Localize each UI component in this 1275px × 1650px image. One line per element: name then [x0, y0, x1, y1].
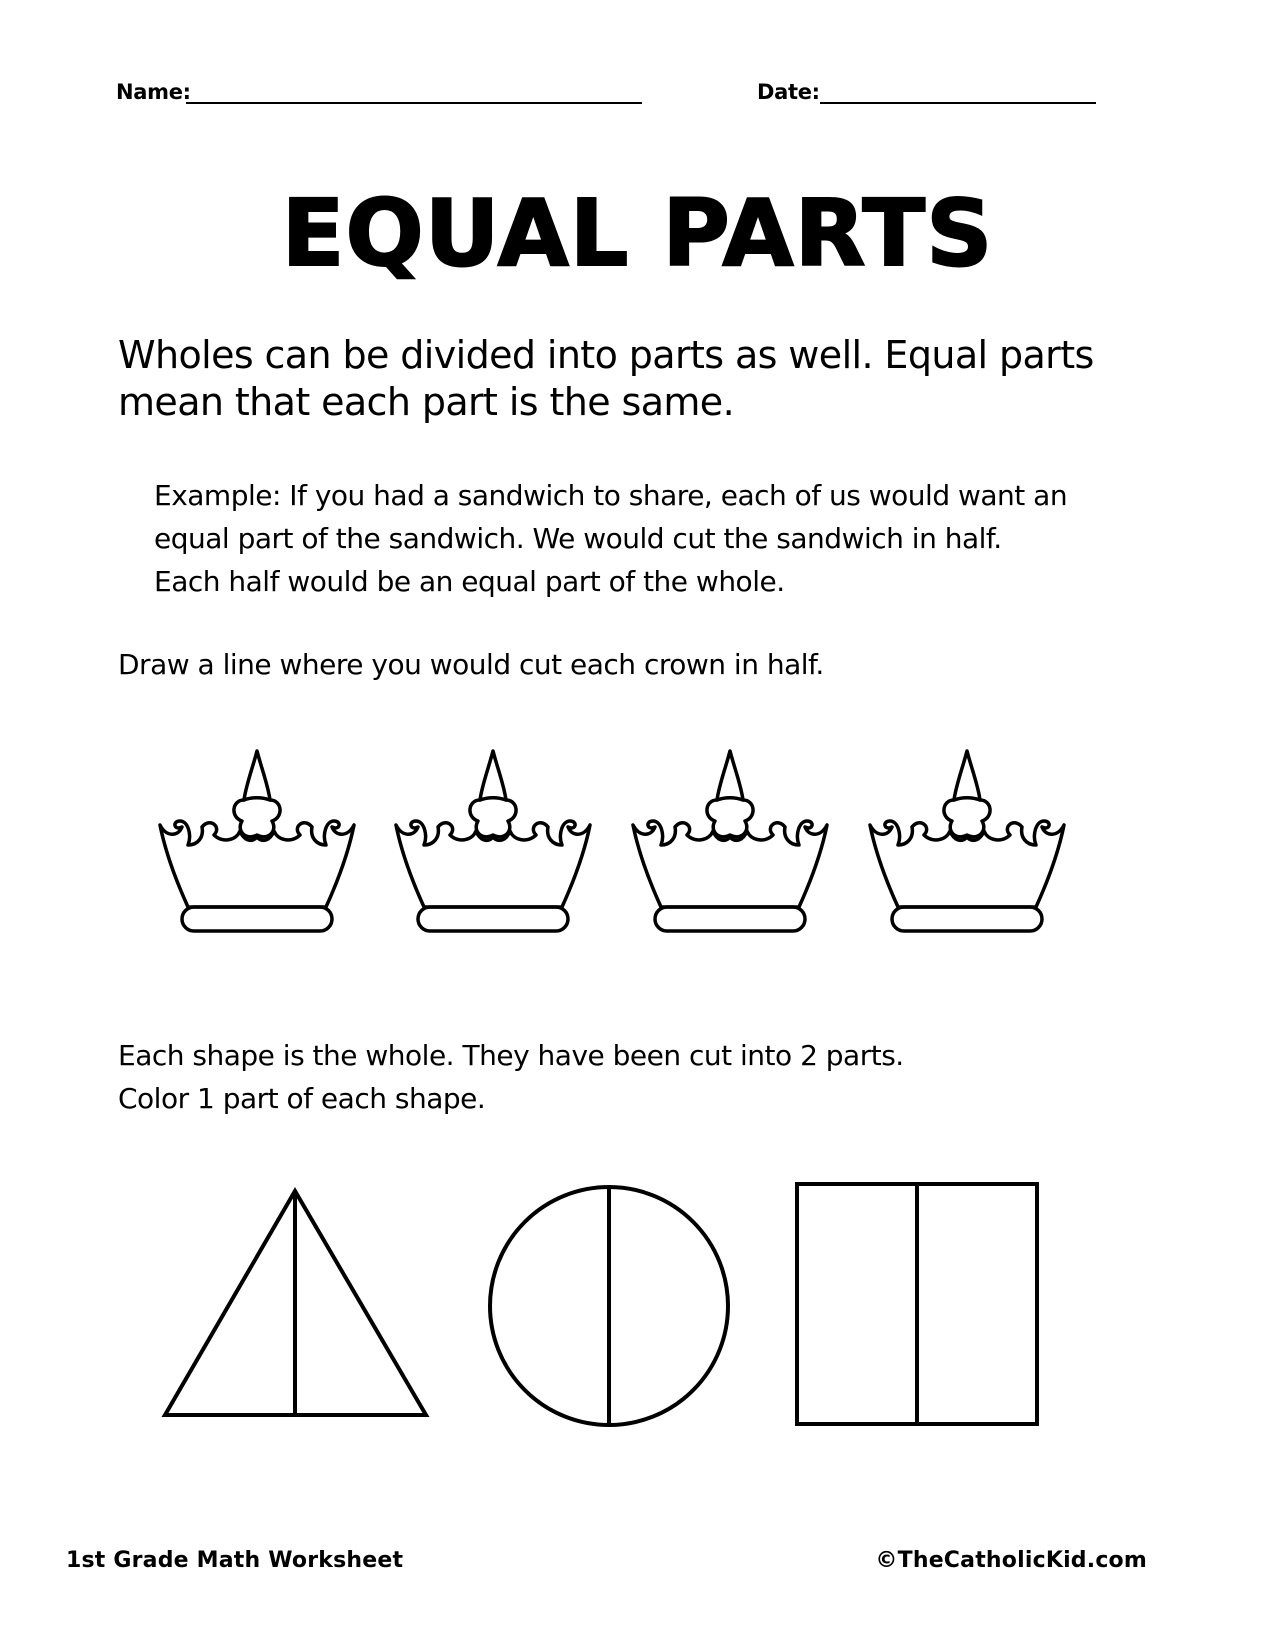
shape-instruction-line: Each shape is the whole. They have been cut into 2 parts.: [118, 1039, 904, 1072]
name-field[interactable]: [186, 102, 642, 104]
example-line: Example: If you had a sandwich to share, each of us would want an: [154, 479, 1068, 512]
example-line: Each half would be an equal part of the whole.: [154, 565, 785, 598]
circle-halves[interactable]: [485, 1183, 735, 1433]
crown-instruction-text: Draw a line where you would cut each crown in half.: [118, 648, 824, 681]
footer-worksheet-label: 1st Grade Math Worksheet: [66, 1548, 404, 1573]
crown-instruction: [118, 643, 824, 686]
rectangle-halves[interactable]: [793, 1180, 1043, 1430]
shape-instruction: [118, 1034, 904, 1120]
triangle-halves[interactable]: [158, 1185, 438, 1435]
intro-text: Wholes can be divided into parts as well. Equal parts mean that each part is the same.: [118, 333, 1094, 424]
example-line: equal part of the sandwich. We would cut the sandwich in half.: [154, 522, 1002, 555]
crown-icon[interactable]: [862, 745, 1072, 945]
crown-icon[interactable]: [388, 745, 598, 945]
crown-icon[interactable]: [152, 745, 362, 945]
date-label: Date:: [757, 80, 820, 104]
date-field[interactable]: [820, 102, 1096, 104]
page-title: EQUAL PARTS: [281, 180, 994, 287]
crown-icon[interactable]: [625, 745, 835, 945]
footer-copyright: ©TheCatholicKid.com: [875, 1548, 1147, 1573]
example-text: [154, 474, 1154, 603]
shape-instruction-line: Color 1 part of each shape.: [118, 1082, 486, 1115]
name-label: Name:: [116, 80, 191, 104]
